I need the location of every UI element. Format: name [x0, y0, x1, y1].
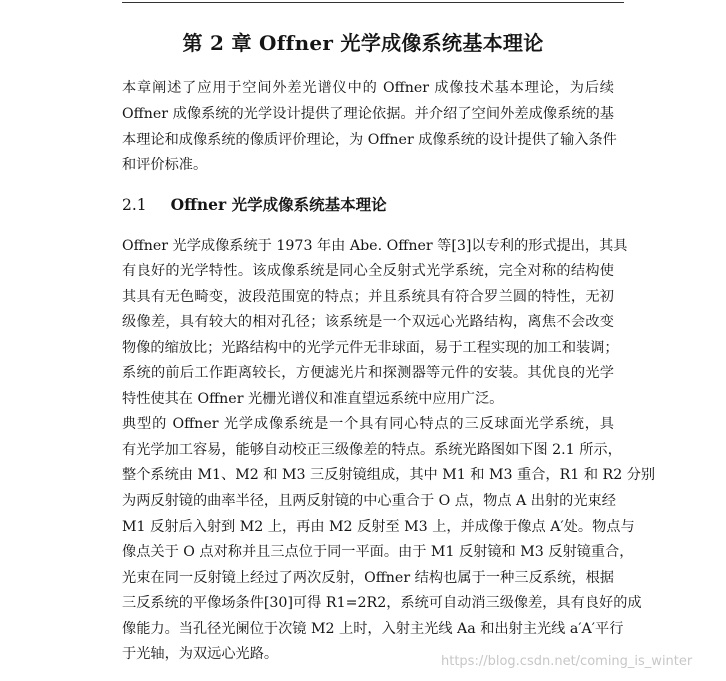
intro-line: 和评价标准。: [122, 157, 208, 173]
paragraph1-line: 特性使其在 Offner 光栅光谱仪和准直望远系统中应用广泛。: [122, 391, 504, 407]
paragraph2-line: M1 反射后入射到 M2 上，再由 M2 反射至 M3 上，并成像于像点 A′处。物点与: [122, 519, 635, 535]
paragraph2-line: 整个系统由 M1、M2 和 M3 三反射镜组成，其中 M1 和 M3 重合，R1 和 R2 分别: [122, 467, 656, 483]
paragraph2-line: 光束在同一反射镜上经过了两次反射，Offner 结构也属于一种三反系统，根据: [122, 570, 614, 586]
watermark-url: https://blog.csdn.net/coming_is_winter: [441, 654, 693, 669]
chapter-title: 第 2 章 Offner 光学成像系统基本理论: [182, 31, 544, 55]
paragraph1-line: 有良好的光学特性。该成像系统是同心全反射式光学系统，完全对称的结构使: [122, 263, 614, 279]
paragraph2-line: 于光轴，为双远心光路。: [122, 646, 279, 662]
paragraph2-line: 有光学加工容易，能够自动校正三级像差的特点。系统光路图如下图 2.1 所示，: [122, 442, 622, 458]
section-title: Offner 光学成像系统基本理论: [170, 195, 387, 214]
paragraph2-line: 三反系统的平像场条件[30]可得 R1=2R2，系统可自动消三级像差，具有良好的成: [122, 595, 642, 611]
paragraph2-line: 像点关于 O 点对称并且三点位于同一平面。由于 M1 反射镜和 M3 反射镜重合，: [122, 544, 634, 560]
section-number: 2.1: [122, 196, 147, 214]
paragraph2-line: 典型的 Offner 光学成像系统是一个具有同心特点的三反球面光学系统，具: [122, 416, 614, 432]
paragraph1-line: 系统的前后工作距离较长，方便滤光片和探测器等元件的安装。其优良的光学: [122, 365, 614, 381]
intro-line: 本理论和成像系统的像质评价理论，为 Offner 成像系统的设计提供了输入条件: [122, 132, 617, 148]
intro-line: Offner 成像系统的光学设计提供了理论依据。并介绍了空间外差成像系统的基: [122, 106, 614, 122]
paragraph1-line: 物像的缩放比；光路结构中的光学元件无非球面，易于工程实现的加工和装调；: [122, 340, 619, 356]
section-heading: [122, 193, 387, 215]
paragraph2-line: 为两反射镜的曲率半径，且两反射镜的中心重合于 O 点，物点 A 出射的光束经: [122, 493, 616, 509]
paragraph1-line: 级像差，具有较大的相对孔径；该系统是一个双远心光路结构，离焦不会改变: [122, 314, 614, 330]
intro-line: 本章阐述了应用于空间外差光谱仪中的 Offner 成像技术基本理论，为后续: [122, 80, 614, 96]
paragraph2-line: 像能力。当孔径光阑位于次镜 M2 上时，入射主光线 Aa 和出射主光线 a′A′平行: [122, 621, 624, 637]
paragraph1-line: 其具有无色畸变，波段范围宽的特点；并且系统具有符合罗兰圆的特性，无初: [122, 289, 614, 305]
paragraph1-line: Offner 光学成像系统于 1973 年由 Abe. Offner 等[3]以专利的形式提出，其具: [122, 238, 628, 254]
top-rule: [122, 2, 624, 3]
